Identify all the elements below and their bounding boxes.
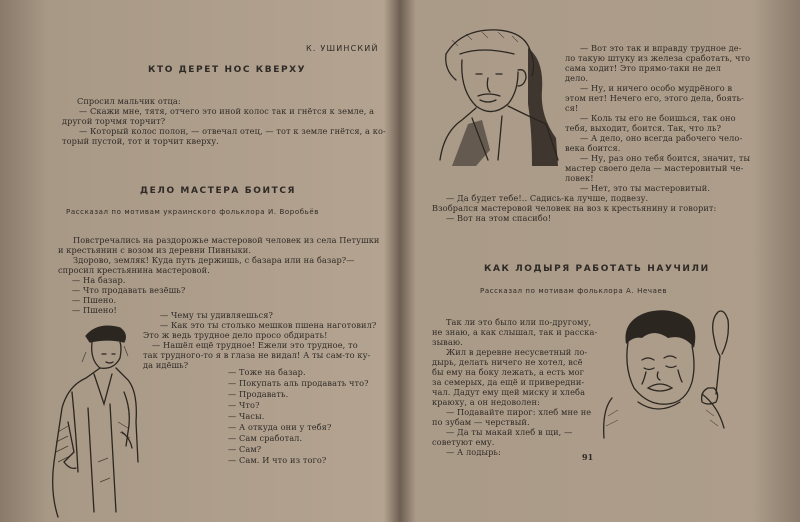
text-line: да идёшь? xyxy=(143,360,189,370)
text-line: — Ну, раз оно тебя боится, значит, ты xyxy=(580,153,751,163)
text-line: по зубам — черствый. xyxy=(432,417,530,427)
text-line: советуют ему. xyxy=(432,437,495,447)
text-line: ся! xyxy=(565,103,579,113)
author-header: К. УШИНСКИЙ xyxy=(306,44,379,53)
text-line: дело. xyxy=(565,73,589,83)
text-line: — Пшено! xyxy=(72,305,117,315)
story3-subtitle: Рассказал по мотивам фольклора А. Нечаев xyxy=(480,287,668,295)
text-line: так трудного-то я в глаза не видал! А ты сам-то ку- xyxy=(143,350,371,360)
text-line: не знаю, а как слышал, так и расска- xyxy=(432,327,598,337)
text-line: — Чему ты удивляешься? xyxy=(160,310,273,320)
text-line: Это ж ведь трудное дело просо обдирать! xyxy=(143,330,328,340)
text-line: ловек! xyxy=(565,173,594,183)
text-line: — Сам сработал. xyxy=(228,433,303,443)
text-line: — Скажи мне, тятя, отчего это иной колос так и гнётся к земле, а xyxy=(79,106,375,116)
text-line: — Вот на этом спасибо! xyxy=(446,213,552,223)
text-line: — Да ты макай хлеб в щи, — xyxy=(446,427,573,437)
craftsman-portrait-illustration xyxy=(432,20,562,170)
text-line: — На базар. xyxy=(72,275,126,285)
text-line: ло такую штуку из железа сработать, что xyxy=(565,53,751,63)
text-line: краюху, а он недоволен: xyxy=(432,397,540,407)
text-line: — Который колос полон, — отвечал отец, — тот к земле гнётся, а ко- xyxy=(79,126,386,136)
text-line: — Коль ты его не боишься, так оно xyxy=(580,113,736,123)
text-line: — Да будет тебе!.. Садись-ка лучше, подвезу. xyxy=(446,193,649,203)
text-line: спросил крестьянина мастеровой. xyxy=(58,265,210,275)
text-line: — Сам? xyxy=(228,444,262,454)
text-line: века боится. xyxy=(565,143,621,153)
text-line: Жил в деревне несусветный ло- xyxy=(446,347,588,357)
text-line: — Пшено. xyxy=(72,295,117,305)
page-number: 91 xyxy=(582,452,594,462)
text-line: торый пустой, тот и торчит кверху. xyxy=(62,136,219,146)
text-line: за семерых, да ещё и привередни- xyxy=(432,377,585,387)
text-line: — Нет, это ты мастеровитый. xyxy=(580,183,711,193)
text-line: — Сам. И что из того? xyxy=(228,455,327,465)
text-line: — Что? xyxy=(228,400,260,410)
text-line: чал. Дадут ему щей миску и хлеба xyxy=(432,387,586,397)
text-line: и крестьянин с возом из деревни Пивныки. xyxy=(58,245,252,255)
text-line: — Подавайте пирог: хлеб мне не xyxy=(446,407,592,417)
text-line: Так ли это было или по-другому, xyxy=(446,317,592,327)
text-line: Взобрался мастеровой человек на воз к крестьянину и говорит: xyxy=(432,203,717,213)
right-page xyxy=(402,0,800,522)
text-line: — Ну, и ничего особо мудрёного в xyxy=(580,83,733,93)
text-line: — А откуда они у тебя? xyxy=(228,422,332,432)
text-line: сама ходит! Это прямо-таки не дел xyxy=(565,63,721,73)
text-line: дырь, делать ничего не хотел, всё xyxy=(432,357,583,367)
story2-title: ДЕЛО МАСТЕРА БОИТСЯ xyxy=(140,186,297,196)
text-line: тебя, выходит, боится. Так, что ль? xyxy=(565,123,722,133)
text-line: — Тоже на базар. xyxy=(228,367,306,377)
text-line: этом нет! Нечего его, этого дела, боять- xyxy=(565,93,744,103)
text-line: — Продавать. xyxy=(228,389,289,399)
left-page xyxy=(0,0,398,522)
text-line: — Часы. xyxy=(228,411,265,421)
story2-subtitle: Рассказал по мотивам украинского фольклора И. Воробьёв xyxy=(66,208,319,216)
text-line: — Что продавать везёшь? xyxy=(72,285,186,295)
story1-title: КТО ДЕРЕТ НОС КВЕРХУ xyxy=(148,65,307,75)
text-line: зываю. xyxy=(432,337,463,347)
text-line: другой торчмя торчит? xyxy=(62,116,166,126)
text-line: Здорово, земляк! Куда путь держишь, с базара или на базар?— xyxy=(73,255,355,265)
text-line: — Нашёл ещё трудное! Ежели это трудное, то xyxy=(152,340,358,350)
text-line: бы ему на боку лежать, а есть мог xyxy=(432,367,585,377)
man-in-coat-illustration xyxy=(28,312,148,522)
text-line: — Покупать аль продавать что? xyxy=(228,378,369,388)
text-line: мастер своего дела — мастеровитый че- xyxy=(565,163,744,173)
text-line: — А дело, оно всегда рабочего чело- xyxy=(580,133,743,143)
crying-boy-illustration xyxy=(598,298,748,448)
text-line: — А лодырь: xyxy=(446,447,501,457)
text-line: — Вот это так и вправду трудное де- xyxy=(580,43,742,53)
text-line: Повстречались на раздорожье мастеровой человек из села Петушки xyxy=(73,235,380,245)
text-line: Спросил мальчик отца: xyxy=(77,96,181,106)
story3-title: КАК ЛОДЫРЯ РАБОТАТЬ НАУЧИЛИ xyxy=(484,264,710,274)
text-line: — Как это ты столько мешков пшена наготовил? xyxy=(160,320,377,330)
